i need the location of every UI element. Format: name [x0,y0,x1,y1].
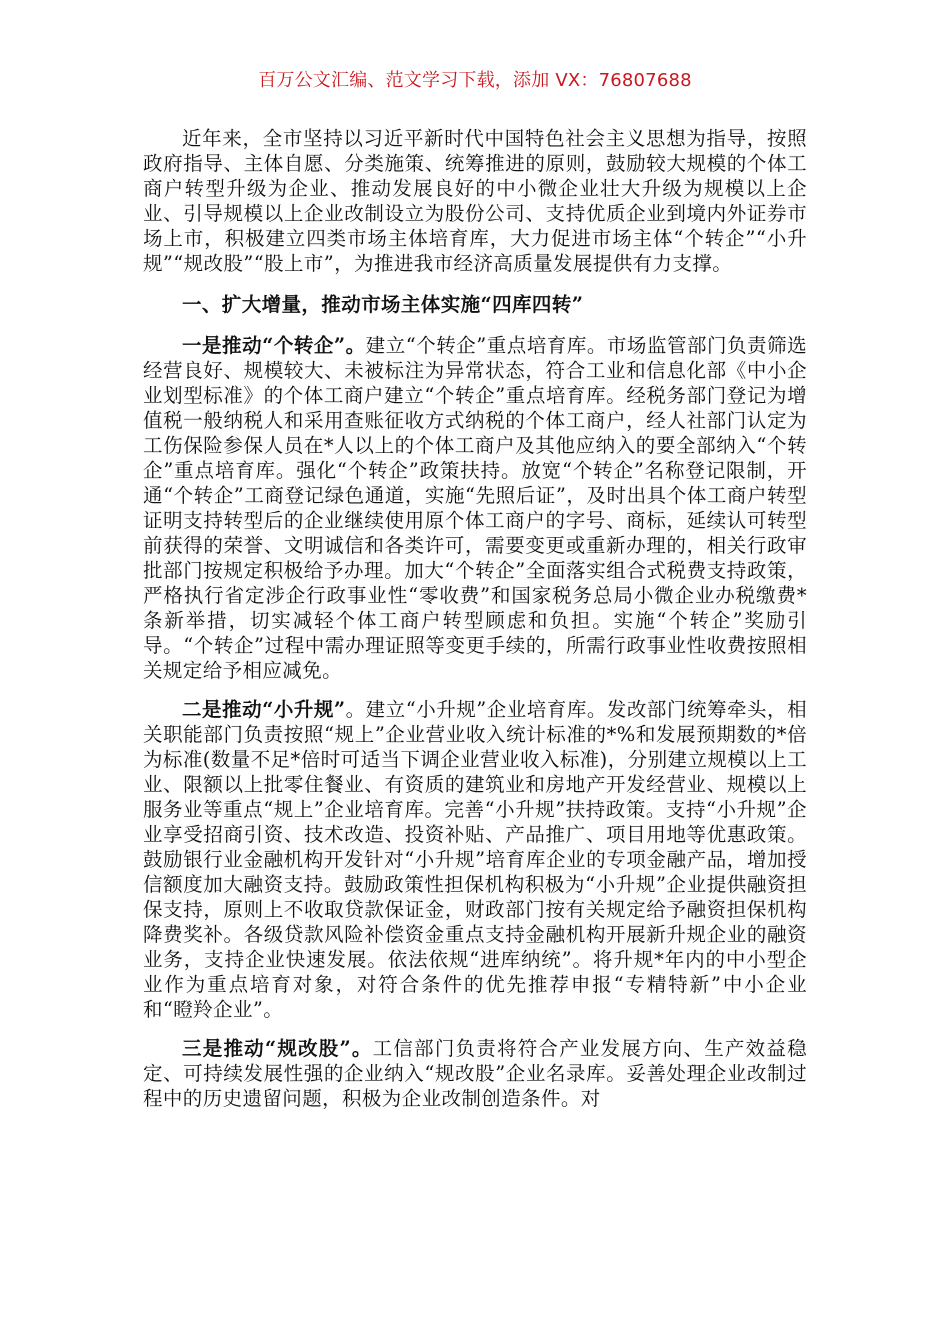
paragraph-xiao-sheng-gui [143,697,807,1022]
section-heading: 一、扩大增量，推动市场主体实施“四库四转” [182,293,584,316]
paragraph-lead: 三是推动“规改股”。 [182,1037,373,1060]
paragraph-text: 建立“个转企”重点培育库。市场监管部门负责筛选经营良好、规模较大、未被标注为异常状态，符合工业和信息化部《中小企业划型标准》的个体工商户建立“个转企”重点培育库。经税务部门登记为增值税一般纳税人和采用查账征收方式纳税的个体工商户，经人社部门认定为工伤保险参保人员在*人以上的个体工商户及其他应纳入的要全部纳入“个转企”重点培育库。强化“个转企”政策扶持。放宽“个转企”名称登记限制，开通“个转企”工商登记绿色通道，实施“先照后证”，及时出具个体工商户转型证明支持转型后的企业继续使用原个体工商户的字号、商标，延续认可转型前获得的荣誉、文明诚信和各类许可，需要变更或重新办理的，相关行政审批部门按规定积极给予办理。加大“个转企”全面落实组合式税费支持政策，严格执行省定涉企行政事业性“零收费”和国家税务总局小微企业办税缴费*条新举措，切实减轻个体工商户转型顾虑和负担。实施“个转企”奖励引导。“个转企”过程中需办理证照等变更手续的，所需行政事业性收费按照相关规定给予相应减免。 [143,334,808,682]
paragraph-lead: 一是推动“个转企”。 [182,334,366,357]
intro-paragraph: 近年来，全市坚持以习近平新时代中国特色社会主义思想为指导，按照政府指导、主体自愿、分类施策、统筹推进的原则，鼓励较大规模的个体工商户转型升级为企业、推动发展良好的中小微企业壮大升级为规模以上企业、引导规模以上企业改制设立为股份公司、支持优质企业到境内外证券市场上市，积极建立四类市场主体培育库，大力促进市场主体“个转企”“小升规”“规改股”“股上市”，为推进我市经济高质量发展提供有力支撑。 [143,127,807,275]
document-body [143,126,807,1111]
paragraph-ge-zhuan-qi [143,333,807,683]
paragraph-gui-gai-gu [143,1036,807,1111]
paragraph-text: 。建立“小升规”企业培育库。发改部门统筹牵头，相关职能部门负责按照“规上”企业营业收入统计标准的*%和发展预期数的*倍为标准(数量不足*倍时可适当下调企业营业收入标准)，分别建立规模以上工业、限额以上批零住餐业、有资质的建筑业和房地产开发经营业、规模以上服务业等重点“规上”企业培育库。完善“小升规”扶持政策。支持“小升规”企业享受招商引资、技术改造、投资补贴、产品推广、项目用地等优惠政策。鼓励银行业金融机构开发针对“小升规”培育库企业的专项金融产品，增加授信额度加大融资支持。鼓励政策性担保机构积极为“小升规”企业提供融资担保支持，原则上不收取贷款保证金，财政部门按有关规定给予融资担保机构降费奖补。各级贷款风险补偿资金重点支持金融机构开展新升规企业的融资业务，支持企业快速发展。依法依规“进库纳统”。将升规*年内的中小型企业作为重点培育对象，对符合条件的优先推荐申报“专精特新”中小企业和“瞪羚企业”。 [143,698,807,1021]
watermark-banner: 百万公文汇编、范文学习下载，添加 VX：76807688 [258,70,692,91]
paragraph-lead: 二是推动“小升规” [182,698,346,721]
paragraph-text: 工信部门负责将符合产业发展方向、生产效益稳定、可持续发展性强的企业纳入“规改股”企业名录库。妥善处理企业改制过程中的历史遗留问题，积极为企业改制创造条件。对 [143,1037,807,1110]
